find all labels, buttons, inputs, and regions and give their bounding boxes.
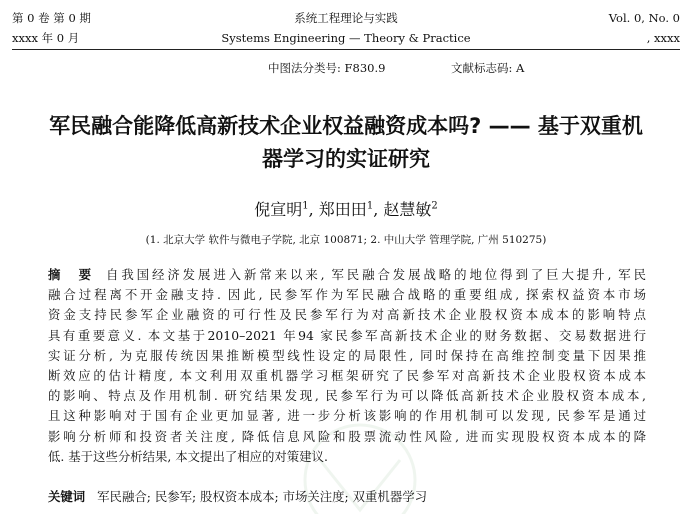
abstract-line: 且这种影响对于国有企业更加显著, 进一步分析该影响的作用机制可以发现, 民参军是通过 <box>48 408 646 424</box>
keywords-text: 军民融合; 民参军; 股权资本成本; 市场关注度; 双重机器学习 <box>97 489 427 504</box>
abstract-label: 摘 要 <box>48 267 94 282</box>
author-separator: , <box>373 200 384 219</box>
abstract-line: 具有重要意义. 本文基于2010–2021 年94 家民参军高新技术企业的财务数据、交易数据进行 <box>48 327 646 343</box>
publication-month: xxxx 年 0 月 <box>12 31 80 45</box>
abstract-line: 融合过程离不开金融支持. 因此, 民参军作为军民融合战略的重要组成, 探索权益资本市场 <box>48 287 646 303</box>
abstract-line: 断效应的估计精度, 本文利用双重机器学习框架研究了民参军对高新技术企业股权资本成本 <box>48 367 646 383</box>
title-line-1: 军民融合能降低高新技术企业权益融资成本吗? —— 基于双重机 <box>49 114 643 138</box>
author-separator: , <box>308 200 319 219</box>
journal-name-cn: 系统工程理论与实践 <box>294 11 398 25</box>
author-list <box>0 197 692 220</box>
keywords-label: 关键词 <box>48 489 86 504</box>
journal-name-en: Systems Engineering — Theory & Practice <box>221 31 471 45</box>
abstract-line <box>48 265 646 285</box>
author-affiliation-mark: 1 <box>302 200 309 212</box>
document-code: 文献标志码: A <box>451 61 525 75</box>
abstract-line: 影响分析师和投资者关注度, 降低信息风险和股票流动性风险, 进而实现股权资本成本的降 <box>48 428 646 444</box>
keywords <box>48 487 427 505</box>
affiliations: (1. 北京大学 软件与微电子学院, 北京 100871; 2. 中山大学 管理学院, 广州 510275) <box>145 234 547 246</box>
paper-title <box>0 110 692 176</box>
abstract-text: 自我国经济发展进入新常来以来, 军民融合发展战略的地位得到了巨大提升, 军民 <box>106 267 646 282</box>
abstract-line: 低. 基于这些分析结果, 本文提出了相应的对策建议. <box>48 448 328 464</box>
abstract-line: 的影响、特点及作用机制. 研究结果发现, 民参军行为可以降低高新技术企业股权资本成本, <box>48 388 646 404</box>
author-name: 郑田田 <box>318 200 367 219</box>
abstract-line: 资金支持民参军企业融资的可行性及民参军行为对高新技术企业股权资本成本的影响特点 <box>48 307 646 323</box>
clc-number: 中图法分类号: F830.9 <box>268 61 386 75</box>
year-en: , xxxx <box>646 31 680 45</box>
title-line-2: 器学习的实证研究 <box>262 147 430 171</box>
volume-number-en: Vol. 0, No. 0 <box>608 11 680 25</box>
author-name: 赵慧敏 <box>383 200 432 219</box>
author-name: 倪宣明 <box>254 200 303 219</box>
volume-issue: 第 0 卷 第 0 期 <box>12 11 91 25</box>
author-affiliation-mark: 2 <box>431 200 438 212</box>
header-rule <box>12 49 680 50</box>
author-affiliation-mark: 1 <box>366 200 374 212</box>
abstract-line: 实证分析, 为克服传统因果推断模型线性设定的局限性, 同时保持在高维控制变量下因果推 <box>48 347 646 363</box>
abstract <box>48 265 646 467</box>
